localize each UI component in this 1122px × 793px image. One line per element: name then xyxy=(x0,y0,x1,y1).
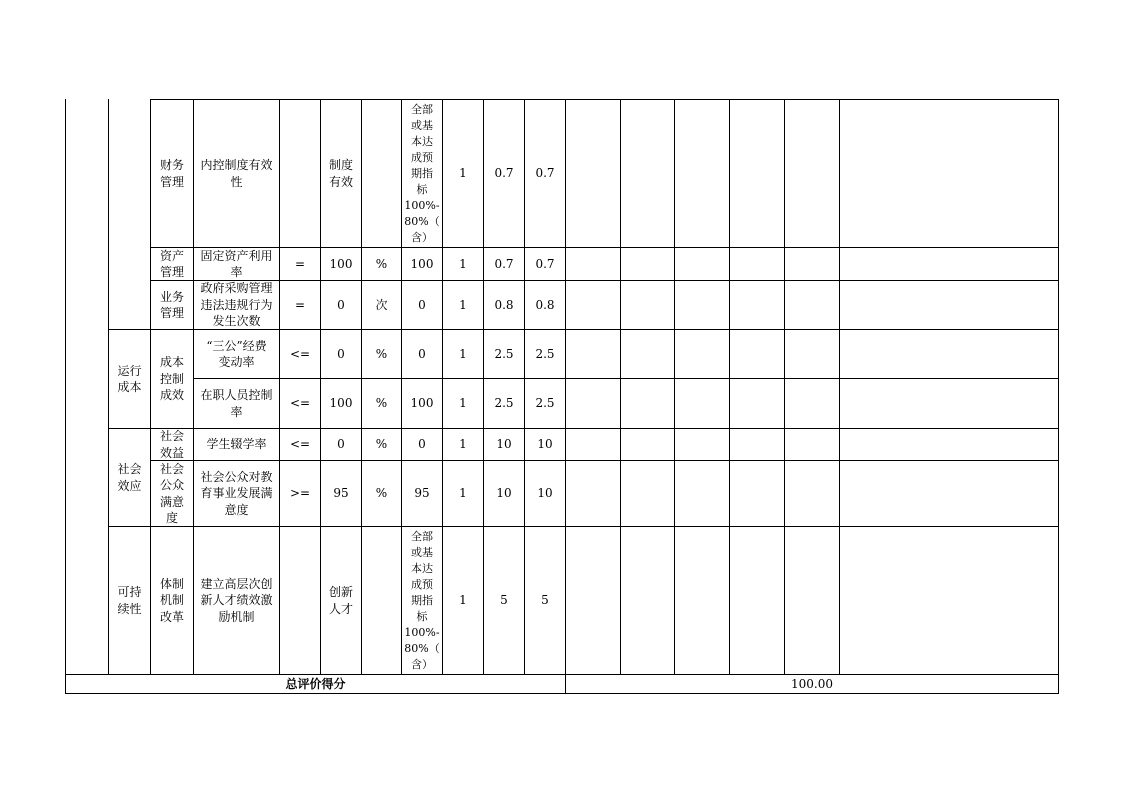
weight-cell: 1 xyxy=(459,396,467,411)
weight-cell: 1 xyxy=(459,256,467,271)
unit-cell: % xyxy=(375,396,388,411)
weight-cell: 1 xyxy=(459,437,467,452)
score-cell: 0.7 xyxy=(494,256,514,271)
total-score-label: 总评价得分 xyxy=(285,676,346,691)
actual-cell: 0 xyxy=(418,297,426,312)
col-line xyxy=(1058,99,1059,694)
actual-cell: 全部 或基 本达 成预 期指 标 100%- 80%（ 含） xyxy=(404,102,440,244)
unit-cell: % xyxy=(375,346,388,361)
target-cell: 0 xyxy=(337,297,345,312)
operator-cell: = xyxy=(294,256,306,271)
sub-indicator-cell: 资产 管理 xyxy=(159,248,184,279)
col-line xyxy=(839,99,840,675)
target-cell: 0 xyxy=(337,346,345,361)
category-cell: 运行 成本 xyxy=(117,363,142,394)
unit-cell xyxy=(362,100,401,247)
actual-cell: 0 xyxy=(418,437,426,452)
weight-cell: 1 xyxy=(459,166,467,181)
weight-cell: 1 xyxy=(459,593,467,608)
col-line xyxy=(65,99,66,694)
row-line xyxy=(65,693,1059,694)
actual-cell: 95 xyxy=(414,486,430,501)
operator-cell: <= xyxy=(289,346,311,361)
score-cell: 0.7 xyxy=(494,166,514,181)
sub-indicator-cell: 成本 控制 成效 xyxy=(159,355,184,403)
score-cell: 10 xyxy=(496,486,512,501)
actual-cell: 0 xyxy=(418,346,426,361)
indicator-cell: 社会公众对教 育事业发展满 意度 xyxy=(200,469,273,517)
col-line xyxy=(784,99,785,675)
unit-cell: 次 xyxy=(375,297,388,312)
operator-cell: = xyxy=(294,297,306,312)
operator-cell xyxy=(280,100,320,247)
score-cell: 0.7 xyxy=(535,256,555,271)
total-score-value: 100.00 xyxy=(791,676,833,691)
category-cell: 可持 续性 xyxy=(117,585,142,616)
weight-cell: 1 xyxy=(459,346,467,361)
indicator-cell: 学生辍学率 xyxy=(206,437,267,452)
score-cell: 5 xyxy=(541,593,549,608)
operator-cell: <= xyxy=(289,437,311,452)
indicator-cell: 在职人员控制 率 xyxy=(200,388,273,419)
score-cell: 2.5 xyxy=(535,396,555,411)
score-cell: 2.5 xyxy=(535,346,555,361)
actual-cell: 100 xyxy=(410,396,434,411)
indicator-cell: 固定资产利用 率 xyxy=(200,248,273,279)
col-line xyxy=(620,99,621,675)
target-cell: 95 xyxy=(333,486,349,501)
score-cell: 0.8 xyxy=(494,297,514,312)
col-line xyxy=(674,99,675,675)
score-cell: 2.5 xyxy=(494,396,514,411)
sub-indicator-cell: 社会 效益 xyxy=(159,429,184,460)
operator-cell: >= xyxy=(289,486,311,501)
unit-cell xyxy=(362,527,401,674)
score-cell: 0.7 xyxy=(535,166,555,181)
col-line xyxy=(729,99,730,675)
target-cell: 100 xyxy=(329,256,353,271)
operator-cell xyxy=(280,527,320,674)
score-cell: 10 xyxy=(496,437,512,452)
sub-indicator-cell: 体制 机制 改革 xyxy=(159,576,184,624)
unit-cell: % xyxy=(375,256,388,271)
score-cell: 2.5 xyxy=(494,346,514,361)
score-cell: 10 xyxy=(537,486,553,501)
sub-indicator-cell: 财务 管理 xyxy=(159,158,184,189)
operator-cell: <= xyxy=(289,396,311,411)
actual-cell: 100 xyxy=(410,256,434,271)
target-cell: 创新 人才 xyxy=(328,585,353,616)
score-cell: 5 xyxy=(500,593,508,608)
sub-indicator-cell: 业务 管理 xyxy=(159,289,184,320)
score-cell: 0.8 xyxy=(535,297,555,312)
indicator-cell: 内控制度有效 性 xyxy=(200,158,273,189)
target-cell: 0 xyxy=(337,437,345,452)
indicator-cell: 建立高层次创 新人才绩效激 励机制 xyxy=(200,576,273,624)
score-cell: 10 xyxy=(537,437,553,452)
sub-indicator-cell: 社会 公众 满意 度 xyxy=(159,461,184,525)
unit-cell: % xyxy=(375,437,388,452)
weight-cell: 1 xyxy=(459,297,467,312)
target-cell: 100 xyxy=(329,396,353,411)
category-cell: 社会 效应 xyxy=(117,462,142,493)
indicator-cell: “三公”经费 变动率 xyxy=(206,338,267,369)
col-line xyxy=(565,99,566,694)
actual-cell: 全部 或基 本达 成预 期指 标 100%- 80%（ 含） xyxy=(404,529,440,671)
unit-cell: % xyxy=(375,486,388,501)
indicator-cell: 政府采购管理 违法违规行为 发生次数 xyxy=(200,281,273,329)
weight-cell: 1 xyxy=(459,486,467,501)
target-cell: 制度 有效 xyxy=(328,158,353,189)
